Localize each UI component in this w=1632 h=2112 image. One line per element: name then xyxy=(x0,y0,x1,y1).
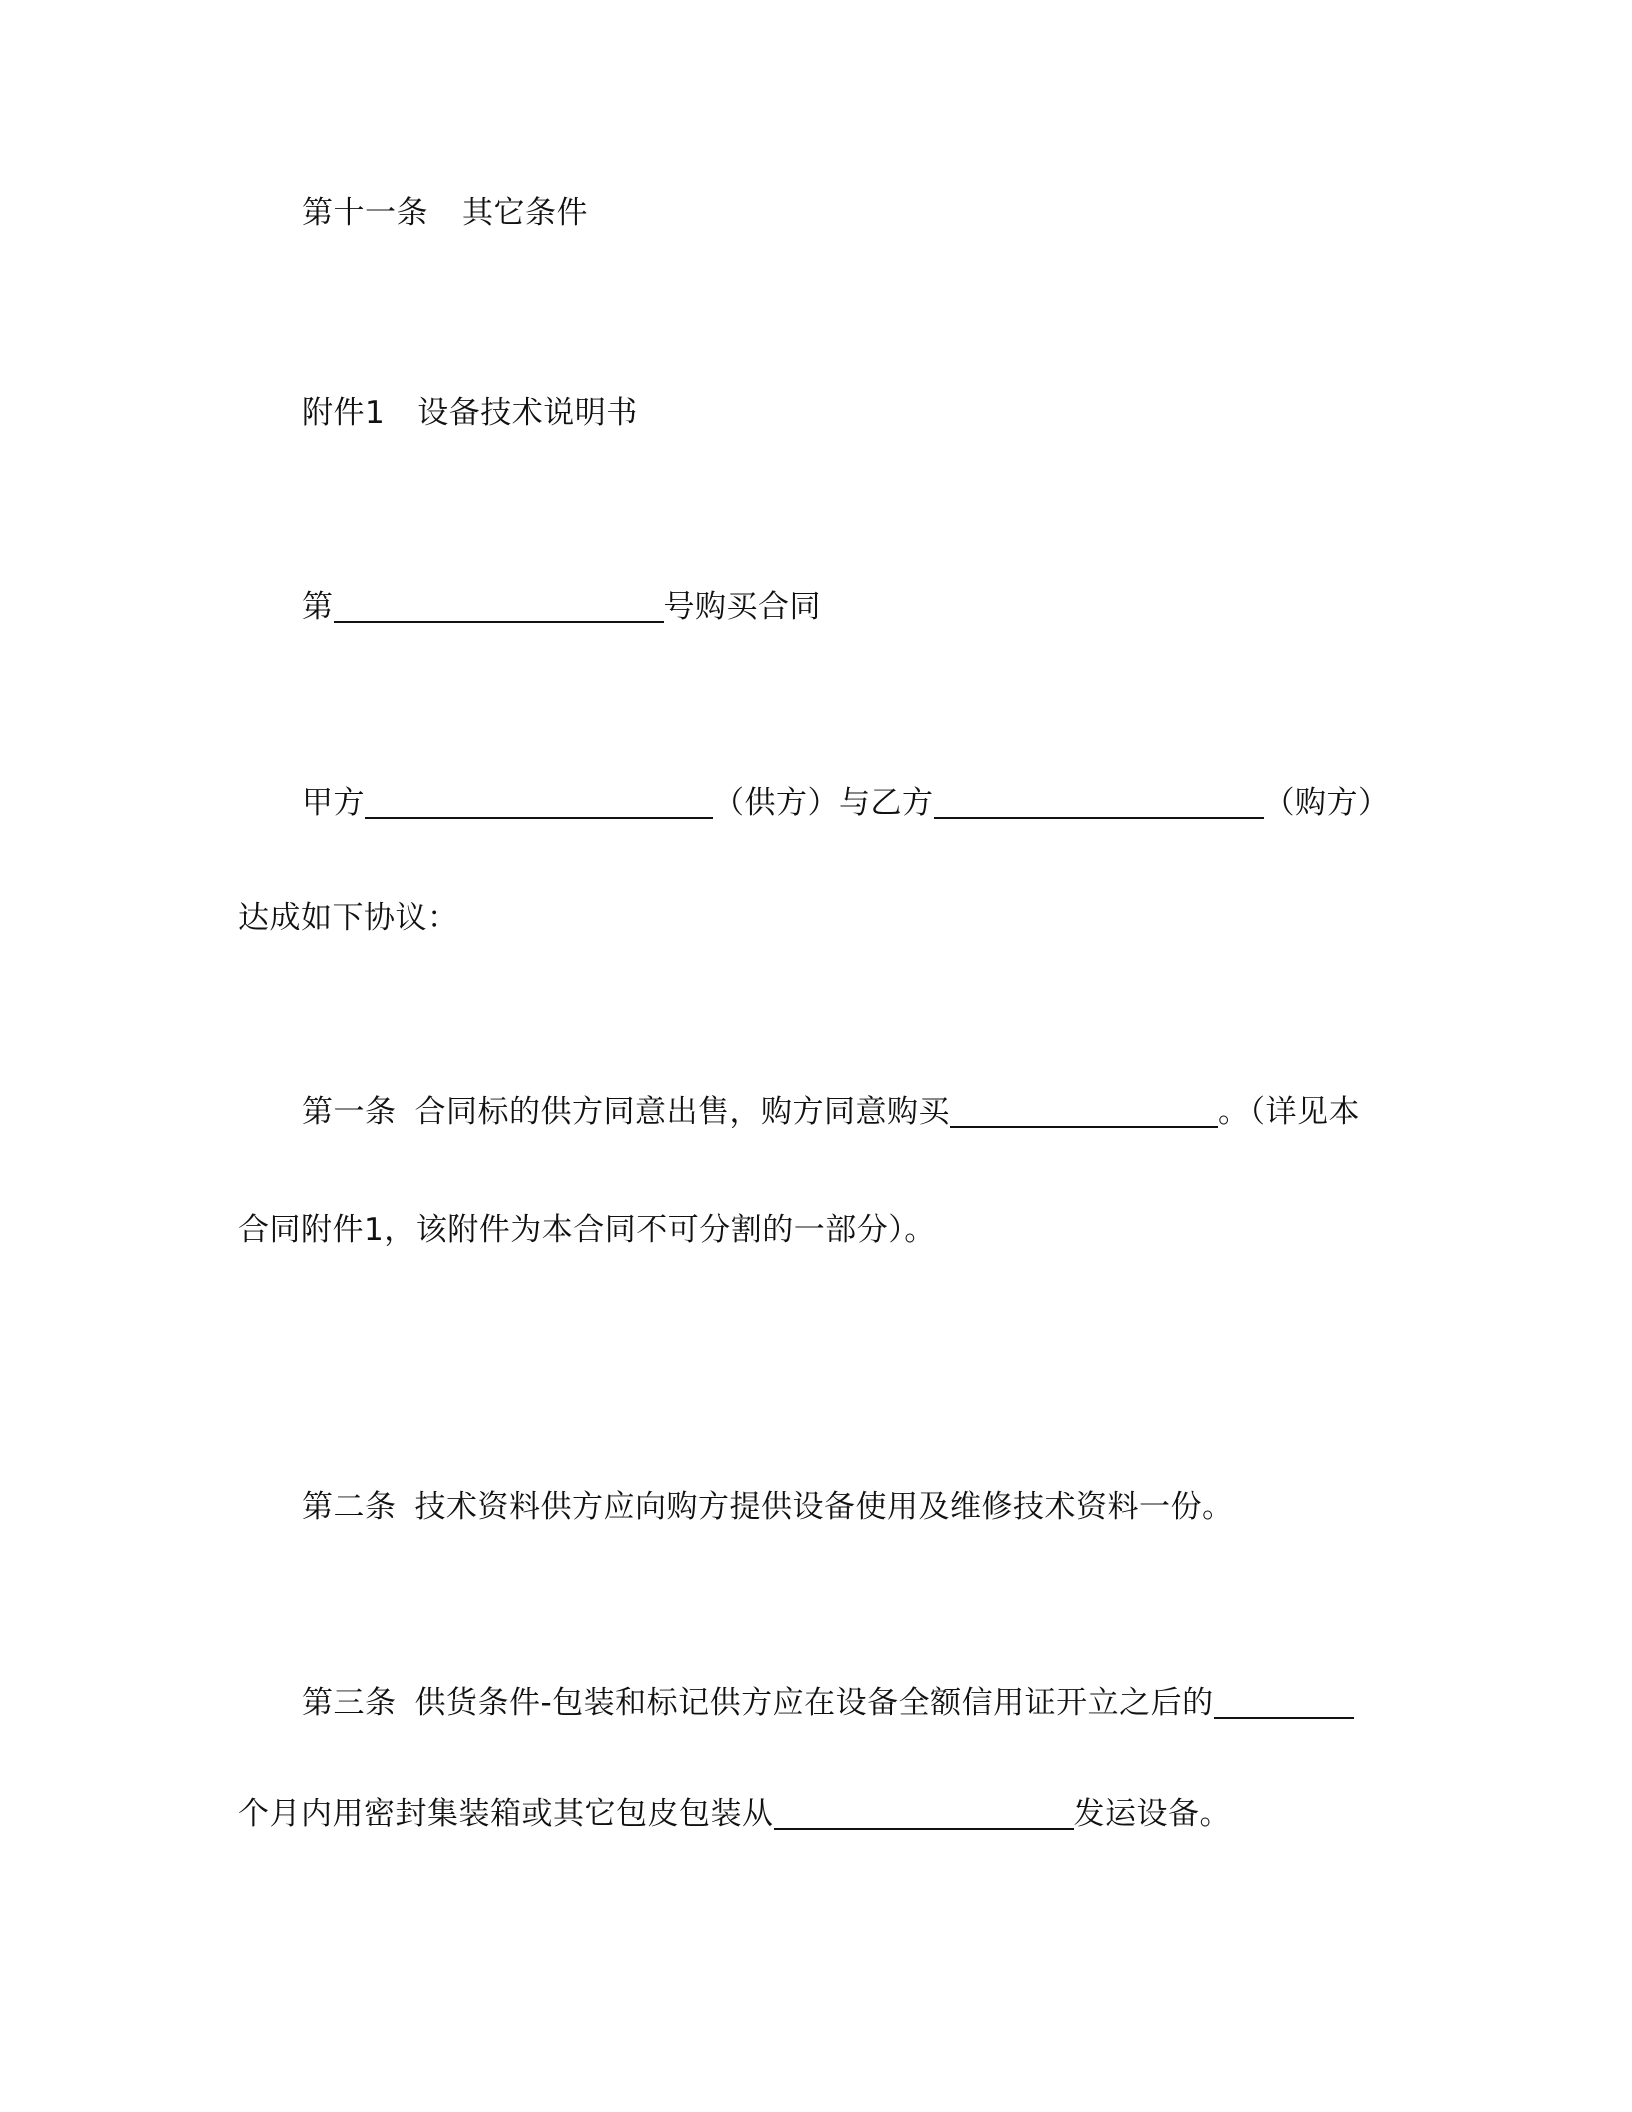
article-1-goods-blank[interactable] xyxy=(950,1096,1218,1128)
article-1-line-2 xyxy=(238,1210,936,1250)
buyer-label: （购方） xyxy=(1263,785,1390,821)
article-3-text-c: 发运设备。 xyxy=(1073,1796,1231,1832)
party-b-blank[interactable] xyxy=(934,787,1264,819)
article-3-text-a: 供货条件-包装和标记供方应在设备全额信用证开立之后的 xyxy=(414,1685,1214,1721)
agreement-text: 达成如下协议： xyxy=(238,900,459,936)
article-2-label: 第二条 xyxy=(302,1489,397,1525)
contract-number-suffix: 号购买合同 xyxy=(663,589,821,625)
article-3-label: 第三条 xyxy=(302,1685,397,1721)
annex-1-title: 设备技术说明书 xyxy=(417,395,638,431)
article-3-text-b: 个月内用密封集装箱或其它包皮包装从 xyxy=(238,1796,774,1832)
article-1-label: 第一条 xyxy=(302,1094,397,1130)
article-3-months-blank[interactable] xyxy=(1214,1687,1354,1719)
annex-1-heading xyxy=(302,393,638,433)
article-11-heading xyxy=(302,193,588,233)
contract-number-prefix: 第 xyxy=(302,589,334,625)
article-1-line-1 xyxy=(302,1092,1360,1132)
article-2-text: 技术资料供方应向购方提供设备使用及维修技术资料一份。 xyxy=(414,1489,1234,1525)
article-3-line-1 xyxy=(302,1683,1354,1723)
contract-number-line xyxy=(302,587,821,627)
party-a-label: 甲方 xyxy=(302,785,365,821)
article-11-title: 其它条件 xyxy=(462,195,588,231)
agreement-line xyxy=(238,898,459,938)
annex-1-label: 附件1 xyxy=(302,395,386,431)
article-1-text-b: 。（详见本 xyxy=(1218,1094,1360,1130)
parties-line xyxy=(302,783,1390,823)
article-1-text-c: 合同附件1，该附件为本合同不可分割的一部分）。 xyxy=(238,1212,936,1248)
article-3-line-2 xyxy=(238,1794,1231,1834)
article-11-label: 第十一条 xyxy=(302,195,428,231)
article-2-line xyxy=(302,1487,1234,1527)
party-a-blank[interactable] xyxy=(365,787,713,819)
article-1-text-a: 合同标的供方同意出售，购方同意购买 xyxy=(414,1094,950,1130)
supplier-label: （供方）与乙方 xyxy=(713,785,934,821)
contract-number-blank[interactable] xyxy=(334,591,664,623)
article-3-origin-blank[interactable] xyxy=(774,1798,1074,1830)
